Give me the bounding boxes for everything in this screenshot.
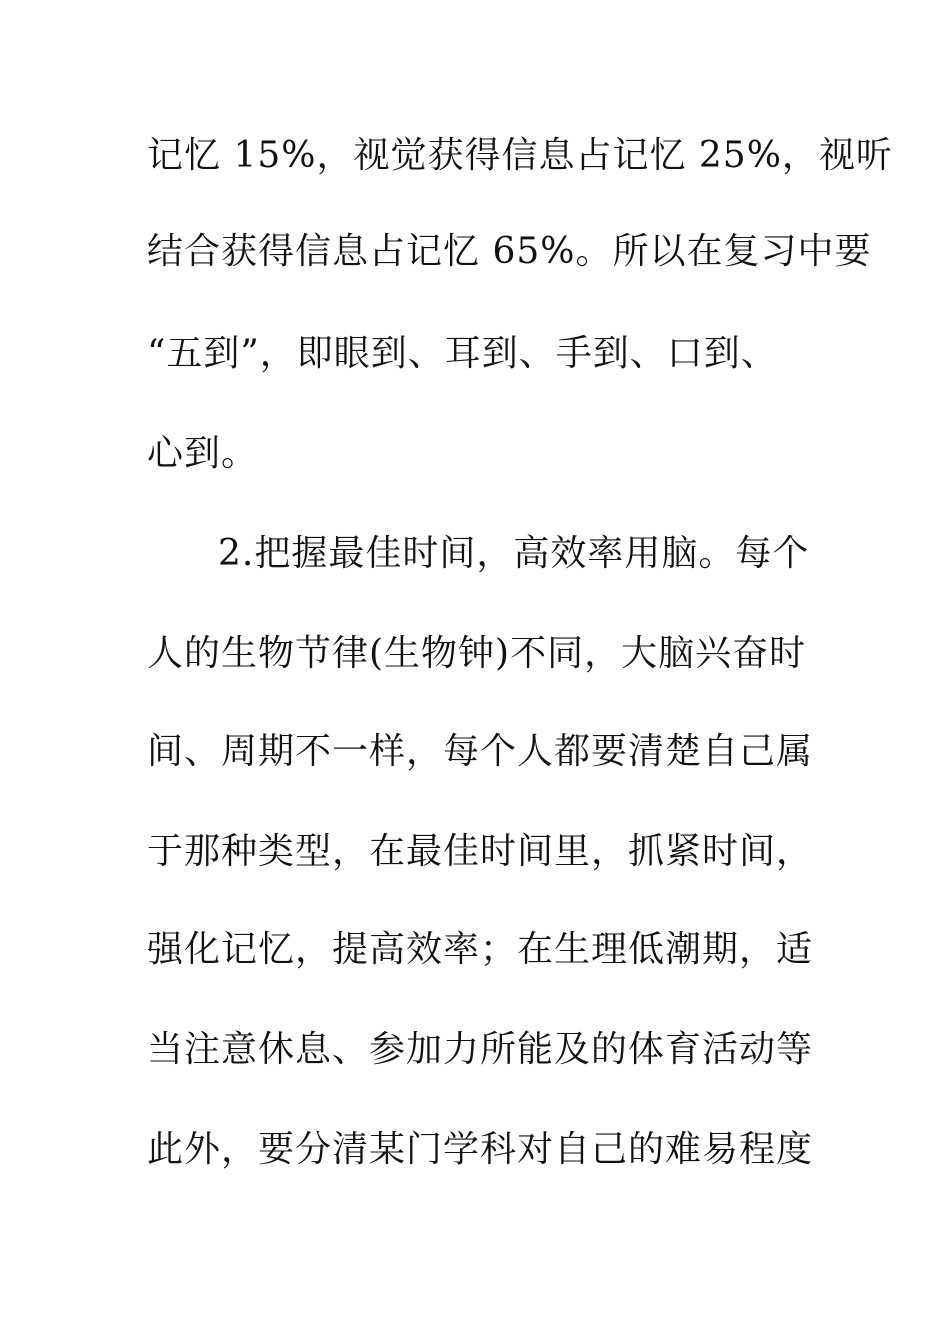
text-line: 强化记忆，提高效率；在生理低潮期，适 bbox=[147, 929, 814, 970]
text-line: 记忆 15%，视觉获得信息占记忆 25%，视听 bbox=[147, 135, 893, 176]
text-line: 结合获得信息占记忆 65%。所以在复习中要 bbox=[147, 231, 872, 272]
text-line: 于那种类型，在最佳时间里，抓紧时间， bbox=[147, 831, 814, 872]
text-line: 此外，要分清某门学科对自己的难易程度 bbox=[147, 1129, 814, 1170]
text-line: 当注意休息、参加力所能及的体育活动等 bbox=[147, 1029, 814, 1070]
text-line: 间、周期不一样，每个人都要清楚自己属 bbox=[147, 731, 814, 772]
text-line: 心到。 bbox=[147, 433, 259, 474]
paragraph-first-line: 2.把握最佳时间，高效率用脑。每个 bbox=[218, 533, 810, 574]
text-line: 人的生物节律(生物钟)不同，大脑兴奋时 bbox=[147, 633, 807, 674]
text-line: “五到”，即眼到、耳到、手到、口到、 bbox=[147, 333, 778, 374]
